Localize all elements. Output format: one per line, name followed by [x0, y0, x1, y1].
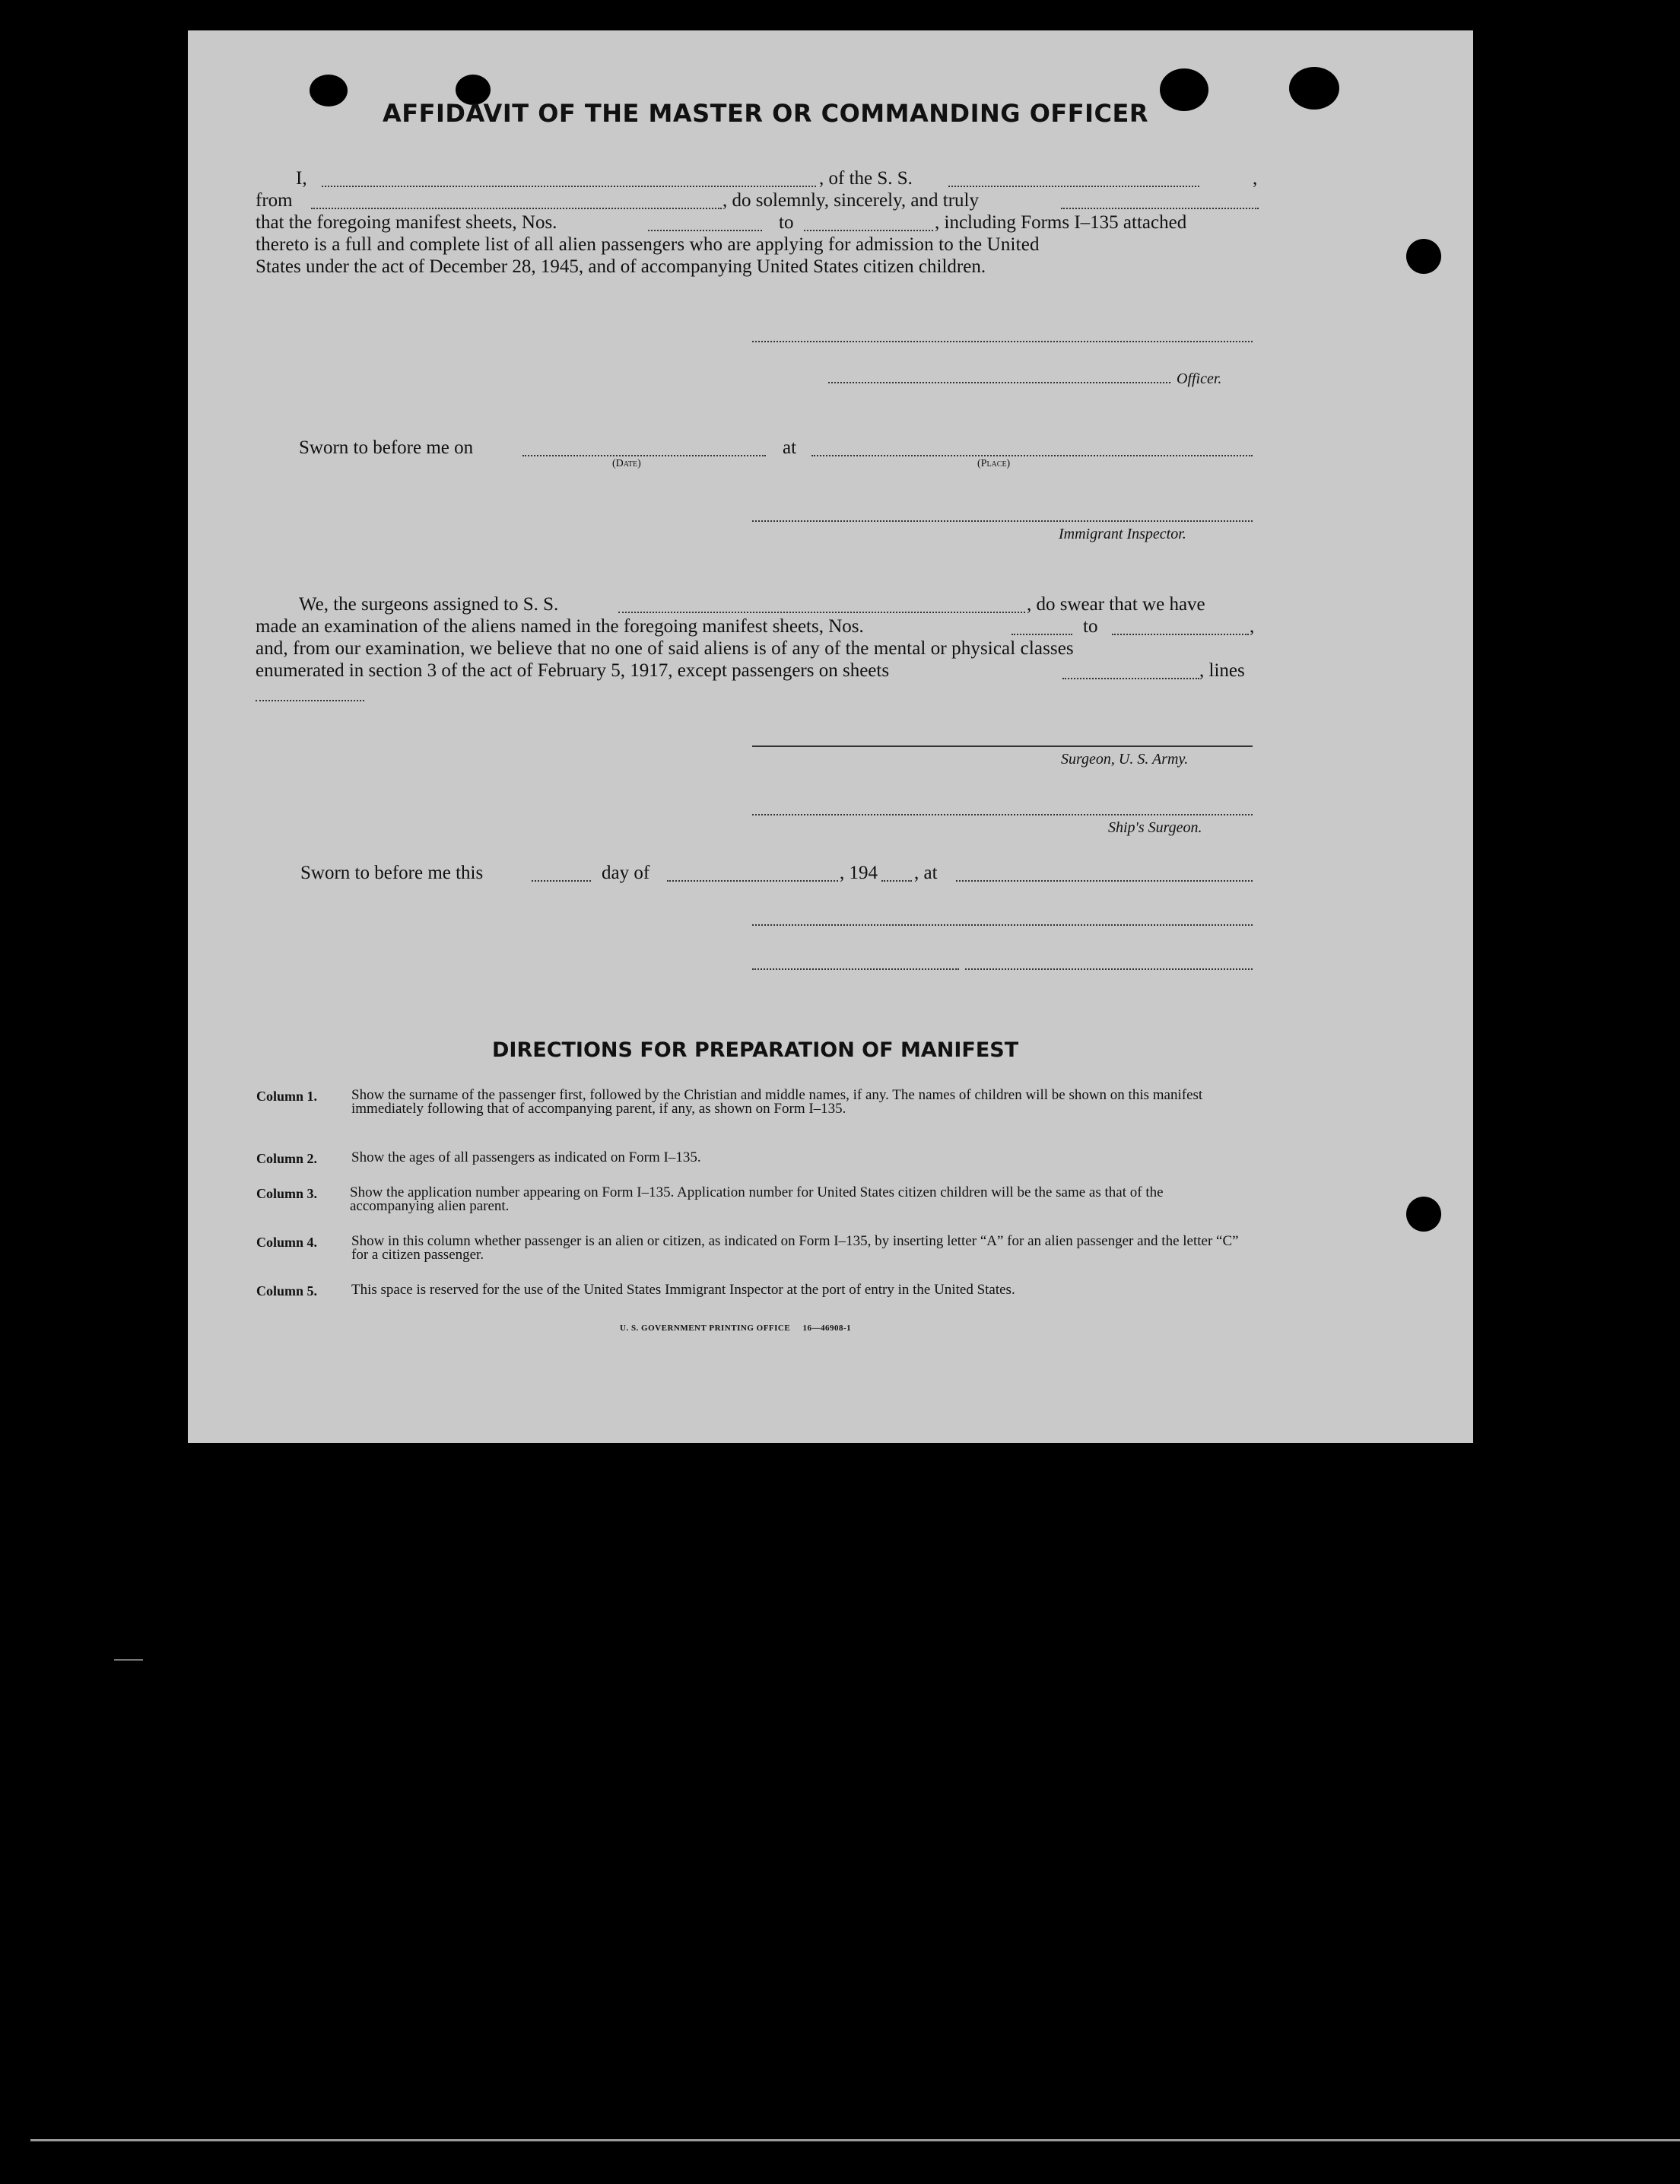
sworn1-date-field[interactable]	[522, 455, 766, 456]
surgeons-line-4b: , lines	[1199, 660, 1245, 681]
column-4-text: Show in this column whether passenger is an alien or citizen, as indicated on Form I–135, by inserting letter “A” for an alien passenger and the letter “C” for a citizen passenger.	[351, 1233, 1239, 1263]
ship-name-field[interactable]	[948, 186, 1199, 187]
column-5-label: Column 5.	[256, 1283, 318, 1299]
column-2-text: Show the ages of all passengers as indicated on Form I–135.	[351, 1149, 701, 1165]
column-1-text: Show the surname of the passenger first, followed by the Christian and middle names, if any. The names of children will be shown on this manifest immediately following that of accompanying parent, if any, as shown on Form I–135.	[351, 1087, 1203, 1117]
surgeons-line-2end: ,	[1250, 616, 1255, 637]
inspector-signature-line[interactable]	[752, 520, 1253, 522]
surgeons-line-1b: , do swear that we have	[1027, 594, 1205, 615]
affidavit-title: AFFIDAVIT OF THE MASTER OR COMMANDING OFFICER	[383, 99, 1148, 128]
line2-from: from	[256, 190, 293, 211]
column-2-label: Column 2.	[256, 1151, 318, 1166]
directions-title: DIRECTIONS FOR PREPARATION OF MANIFEST	[492, 1038, 1019, 1062]
surgeons-line-3: and, from our examination, we believe that no one of said aliens is of any of the mental or physical classes	[256, 638, 1074, 659]
army-surgeon-label: Surgeon, U. S. Army.	[1061, 751, 1189, 768]
line2-text: , do solemnly, sincerely, and truly	[722, 190, 979, 211]
sworn1-text: Sworn to before me on	[299, 437, 474, 458]
inspector-label: Immigrant Inspector.	[1059, 526, 1186, 542]
line1-ss: , of the S. S.	[819, 168, 913, 189]
line4: thereto is a full and complete list of all alien passengers who are applying for admission to the United	[256, 234, 1040, 255]
sworn2-text-c: , 194	[840, 863, 878, 883]
date-caption: (Date)	[612, 458, 641, 469]
ship-surgeon-label: Ship's Surgeon.	[1108, 819, 1202, 836]
ink-blot	[1289, 67, 1339, 110]
sworn2-place-field[interactable]	[956, 880, 1253, 882]
surgeons-lines-field[interactable]	[256, 700, 364, 701]
officer-label: Officer.	[1177, 370, 1222, 387]
form-page	[188, 30, 1473, 1443]
sworn2-text-d: , at	[914, 863, 938, 883]
punch-hole	[1406, 239, 1441, 274]
ink-blot	[1160, 68, 1208, 111]
sworn2-signature-line-2b[interactable]	[965, 968, 1253, 970]
surgeons-sheet-to-field[interactable]	[1112, 634, 1249, 635]
line3-a: that the foregoing manifest sheets, Nos.	[256, 212, 557, 233]
column-5-text: This space is reserved for the use of the United States Immigrant Inspector at the port of entry in the United States.	[351, 1282, 1015, 1298]
sheet-from-field[interactable]	[648, 230, 762, 231]
sworn2-signature-line-2a[interactable]	[752, 968, 959, 970]
sworn2-text-a: Sworn to before me this	[300, 863, 484, 883]
sworn2-text-b: day of	[602, 863, 650, 883]
line3-to: to	[779, 212, 794, 233]
officer-signature-line-2[interactable]	[828, 382, 1170, 383]
sworn1-at: at	[783, 437, 797, 458]
column-3-text: Show the application number appearing on Form I–135. Application number for United States citizen children will be the same as that of the accompanying alien parent.	[350, 1184, 1164, 1214]
column-4-label: Column 4.	[256, 1235, 318, 1250]
sworn2-signature-line-1[interactable]	[752, 924, 1253, 926]
line5: States under the act of December 28, 1945, and of accompanying United States citizen children.	[256, 256, 986, 277]
sworn2-year-field[interactable]	[881, 880, 912, 882]
line3-b: , including Forms I–135 attached	[935, 212, 1187, 233]
surgeons-ship-field[interactable]	[618, 612, 1025, 613]
line1-i: I,	[296, 168, 307, 189]
ink-blot	[310, 75, 348, 106]
truly-field[interactable]	[1061, 208, 1259, 209]
ship-surgeon-signature-line[interactable]	[752, 814, 1253, 815]
officer-signature-line-1[interactable]	[752, 341, 1253, 342]
sworn2-day-field[interactable]	[532, 880, 591, 882]
from-field[interactable]	[311, 208, 722, 209]
column-1-label: Column 1.	[256, 1089, 318, 1104]
sworn2-month-field[interactable]	[667, 880, 838, 882]
surgeons-sheet-from-field[interactable]	[1011, 634, 1072, 635]
scan-mark	[114, 1659, 143, 1661]
sheet-to-field[interactable]	[804, 230, 933, 231]
scan-edge-line	[30, 2139, 1680, 2141]
surgeons-line-2to: to	[1083, 616, 1098, 637]
printing-office-footer: U. S. GOVERNMENT PRINTING OFFICE 16—46908-1	[620, 1324, 852, 1333]
army-signature-line[interactable]	[752, 745, 1253, 747]
punch-hole	[1406, 1197, 1441, 1232]
line1-end: ,	[1253, 168, 1258, 189]
sworn1-place-field[interactable]	[811, 455, 1253, 456]
surgeons-sheets-field[interactable]	[1062, 678, 1199, 679]
surgeons-line-2a: made an examination of the aliens named in the foregoing manifest sheets, Nos.	[256, 616, 864, 637]
column-3-label: Column 3.	[256, 1186, 318, 1201]
surgeons-line-1a: We, the surgeons assigned to S. S.	[299, 594, 559, 615]
place-caption: (Place)	[977, 458, 1011, 469]
name-field[interactable]	[322, 186, 816, 187]
surgeons-line-4a: enumerated in section 3 of the act of February 5, 1917, except passengers on sheets	[256, 660, 890, 681]
